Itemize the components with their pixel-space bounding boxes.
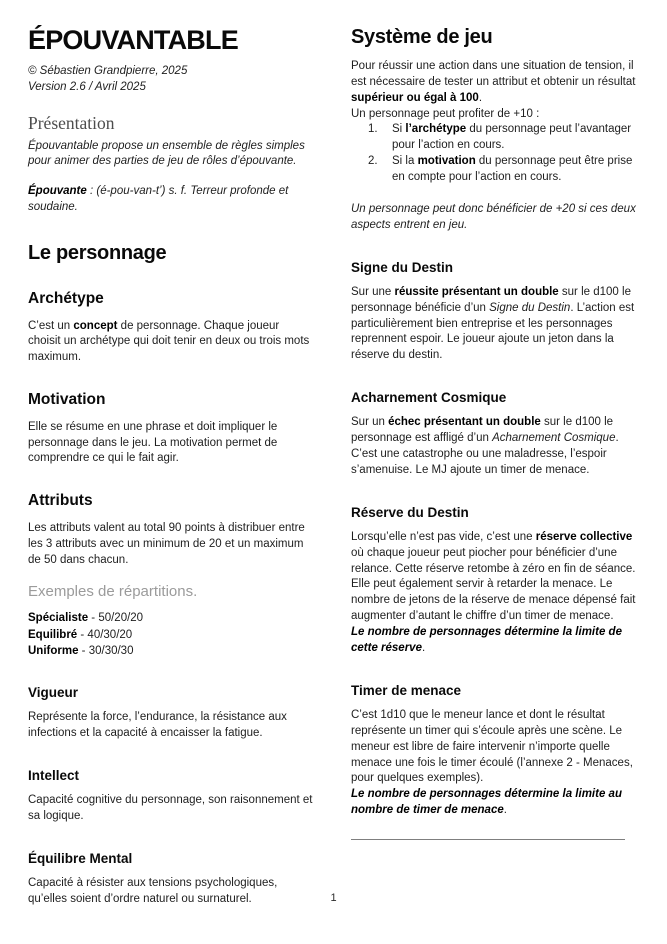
- text-segment: Si la: [392, 155, 418, 168]
- italic-term: Signe du Destin: [489, 301, 571, 314]
- list-item: [351, 122, 636, 154]
- text-segment: Pour réussir une action dans une situation de tension, il est nécessaire de tester un attribut et obtenir un résultat: [351, 60, 636, 88]
- text-segment: .: [478, 91, 483, 104]
- left-column: [28, 14, 313, 907]
- signe-destin-heading: Signe du Destin: [351, 259, 454, 275]
- text-segment: du personnage peut être prise en compte pour l’action en cours.: [392, 155, 633, 184]
- timer-menace-heading: Timer de menace: [351, 682, 462, 698]
- example-specialiste: [28, 610, 313, 626]
- example-uniforme: [28, 643, 313, 659]
- italic-term: Acharnement Cosmique: [492, 432, 616, 445]
- presentation-intro: Épouvantable propose un ensemble de règles simples pour animer des parties de jeu de rôles d’épouvante.: [28, 139, 305, 168]
- archetype-paragraph: [28, 319, 313, 367]
- text-segment: .: [503, 804, 507, 817]
- reserve-paragraph-1: [351, 530, 636, 578]
- epouvante-definition: [28, 184, 313, 216]
- signe-destin-paragraph: [351, 285, 636, 364]
- text-segment: sur le d100 le personnage est affligé d’un: [351, 416, 614, 445]
- vigueur-paragraph: Représente la force, l’endurance, la résistance aux infections et la capacité à encaisser la fatigue.: [28, 710, 287, 739]
- text-segment: .: [421, 641, 426, 654]
- text-segment: sur le d100 le personnage bénéficie d’un: [351, 285, 631, 314]
- definition-term: Épouvante: [28, 185, 87, 198]
- section-divider: [351, 839, 625, 840]
- definition-rest: : (é-pou-van-t’) s. f. Terreur profonde et soudaine.: [28, 185, 289, 214]
- list-item-text: [392, 154, 636, 186]
- text-segment: de personnage. Chaque joueur choisit un archétype qui doit tenir en deux ou trois mots maximum.: [28, 319, 310, 364]
- text-segment: Sur une: [351, 285, 395, 298]
- bold-segment: supérieur ou égal à 100: [351, 91, 479, 104]
- list-number: 2.: [368, 155, 378, 168]
- attributs-paragraph: Les attributs valent au total 90 points à distribuer entre les 3 attributs avec un minimum de 20 et un maximum de 50 dans chacun.: [28, 521, 305, 566]
- list-item-text: [392, 122, 636, 154]
- text-segment: Si: [392, 123, 406, 136]
- bold-italic-segment: Le nombre de personnages détermine la limite de cette réserve: [351, 626, 622, 654]
- acharnement-heading: Acharnement Cosmique: [351, 390, 507, 406]
- intellect-paragraph: Capacité cognitive du personnage, son raisonnement et sa logique.: [28, 793, 313, 822]
- bold-segment: échec présentant un double: [388, 416, 541, 429]
- vigueur-heading: Vigueur: [28, 684, 79, 700]
- example-name: Uniforme: [28, 644, 79, 657]
- bold-segment: réussite présentant un double: [394, 285, 559, 298]
- text-segment: Sur un: [351, 416, 389, 429]
- archetype-heading: Archétype: [28, 289, 104, 307]
- acharnement-paragraph: [351, 415, 636, 478]
- list-number: 1.: [368, 123, 378, 136]
- reserve-destin-heading: Réserve du Destin: [351, 504, 469, 520]
- copyright-line: © Sébastien Grandpierre, 2025: [28, 65, 188, 78]
- example-value: - 30/30/30: [78, 644, 134, 657]
- presentation-heading: Présentation: [28, 112, 115, 133]
- intellect-heading: Intellect: [28, 767, 80, 783]
- reserve-paragraph-2: Elle peut également servir à retarder la menace. Le nombre de jetons de la réserve de menace dépensé fait augmenter d’autant le chiffre d’un timer de menace.: [351, 578, 636, 623]
- example-name: Equilibré: [28, 628, 78, 641]
- equilibre-mental-paragraph: Capacité à résister aux tensions psychologiques, qu’elles soient d’ordre naturel ou surnaturel.: [28, 876, 278, 905]
- timer-paragraph-2: [351, 787, 636, 819]
- bold-segment: concept: [73, 319, 118, 332]
- timer-paragraph-1: C’est 1d10 que le meneur lance et dont le résultat représente un timer qui s’écoule après une scène. Le meneur est libre de faire intervenir n’importe quelle menace une fois le timer écoulé (l’annexe 2 - Menaces, pour quelques exemples).: [351, 708, 633, 785]
- text-segment: où chaque joueur peut piocher pour bénéficier d’une relance. Cette réserve retombe à zéro en fin de séance.: [351, 546, 636, 575]
- bonus-list: [351, 122, 636, 185]
- version-line: Version 2.6 / Avril 2025: [28, 81, 146, 94]
- systeme-section-heading: Système de jeu: [351, 26, 493, 48]
- text-segment: C’est un: [28, 319, 74, 332]
- systeme-paragraph: [351, 59, 636, 107]
- page-number: 1: [330, 892, 337, 904]
- text-segment: . C’est une catastrophe ou une maladresse, l’espoir s’amenuise. Le MJ ajoute un timer de menace.: [351, 432, 619, 476]
- attributs-heading: Attributs: [28, 492, 93, 510]
- list-item: [351, 154, 636, 186]
- example-equilibre: [28, 627, 313, 643]
- examples-heading: Exemples de répartitions.: [28, 583, 198, 601]
- bold-segment: réserve collective: [535, 530, 633, 543]
- equilibre-mental-heading: Équilibre Mental: [28, 850, 133, 866]
- example-value: - 50/20/20: [88, 612, 144, 625]
- text-segment: Lorsqu’elle n’est pas vide, c’est une: [351, 530, 536, 543]
- bonus-intro-line: Un personnage peut profiter de +10 :: [351, 107, 540, 120]
- text-segment: . L’action est particulièrement bien entreprise et les personnages reprennent espoir. Le joueur ajoute un jeton dans la réserve du destin.: [351, 301, 635, 362]
- reserve-paragraph-3: [351, 625, 636, 657]
- bold-segment: motivation: [417, 155, 476, 168]
- doc-title: ÉPOUVANTABLE: [28, 25, 238, 55]
- personnage-section-heading: Le personnage: [28, 241, 167, 264]
- motivation-heading: Motivation: [28, 391, 106, 409]
- motivation-paragraph: Elle se résume en une phrase et doit impliquer le personnage dans le jeu. La motivation permet de comprendre ce qui le fait agir.: [28, 420, 278, 465]
- right-column: [351, 14, 636, 907]
- bold-segment: l’archétype: [405, 123, 467, 136]
- bonus-note: Un personnage peut donc bénéficier de +20 si ces deux aspects entrent en jeu.: [351, 202, 636, 231]
- text-segment: du personnage peut l’avantager pour l’action en cours.: [392, 123, 632, 152]
- example-name: Spécialiste: [28, 612, 89, 625]
- bold-italic-segment: Le nombre de personnages détermine la limite au nombre de timer de menace: [351, 788, 622, 817]
- example-value: - 40/30/20: [77, 628, 133, 641]
